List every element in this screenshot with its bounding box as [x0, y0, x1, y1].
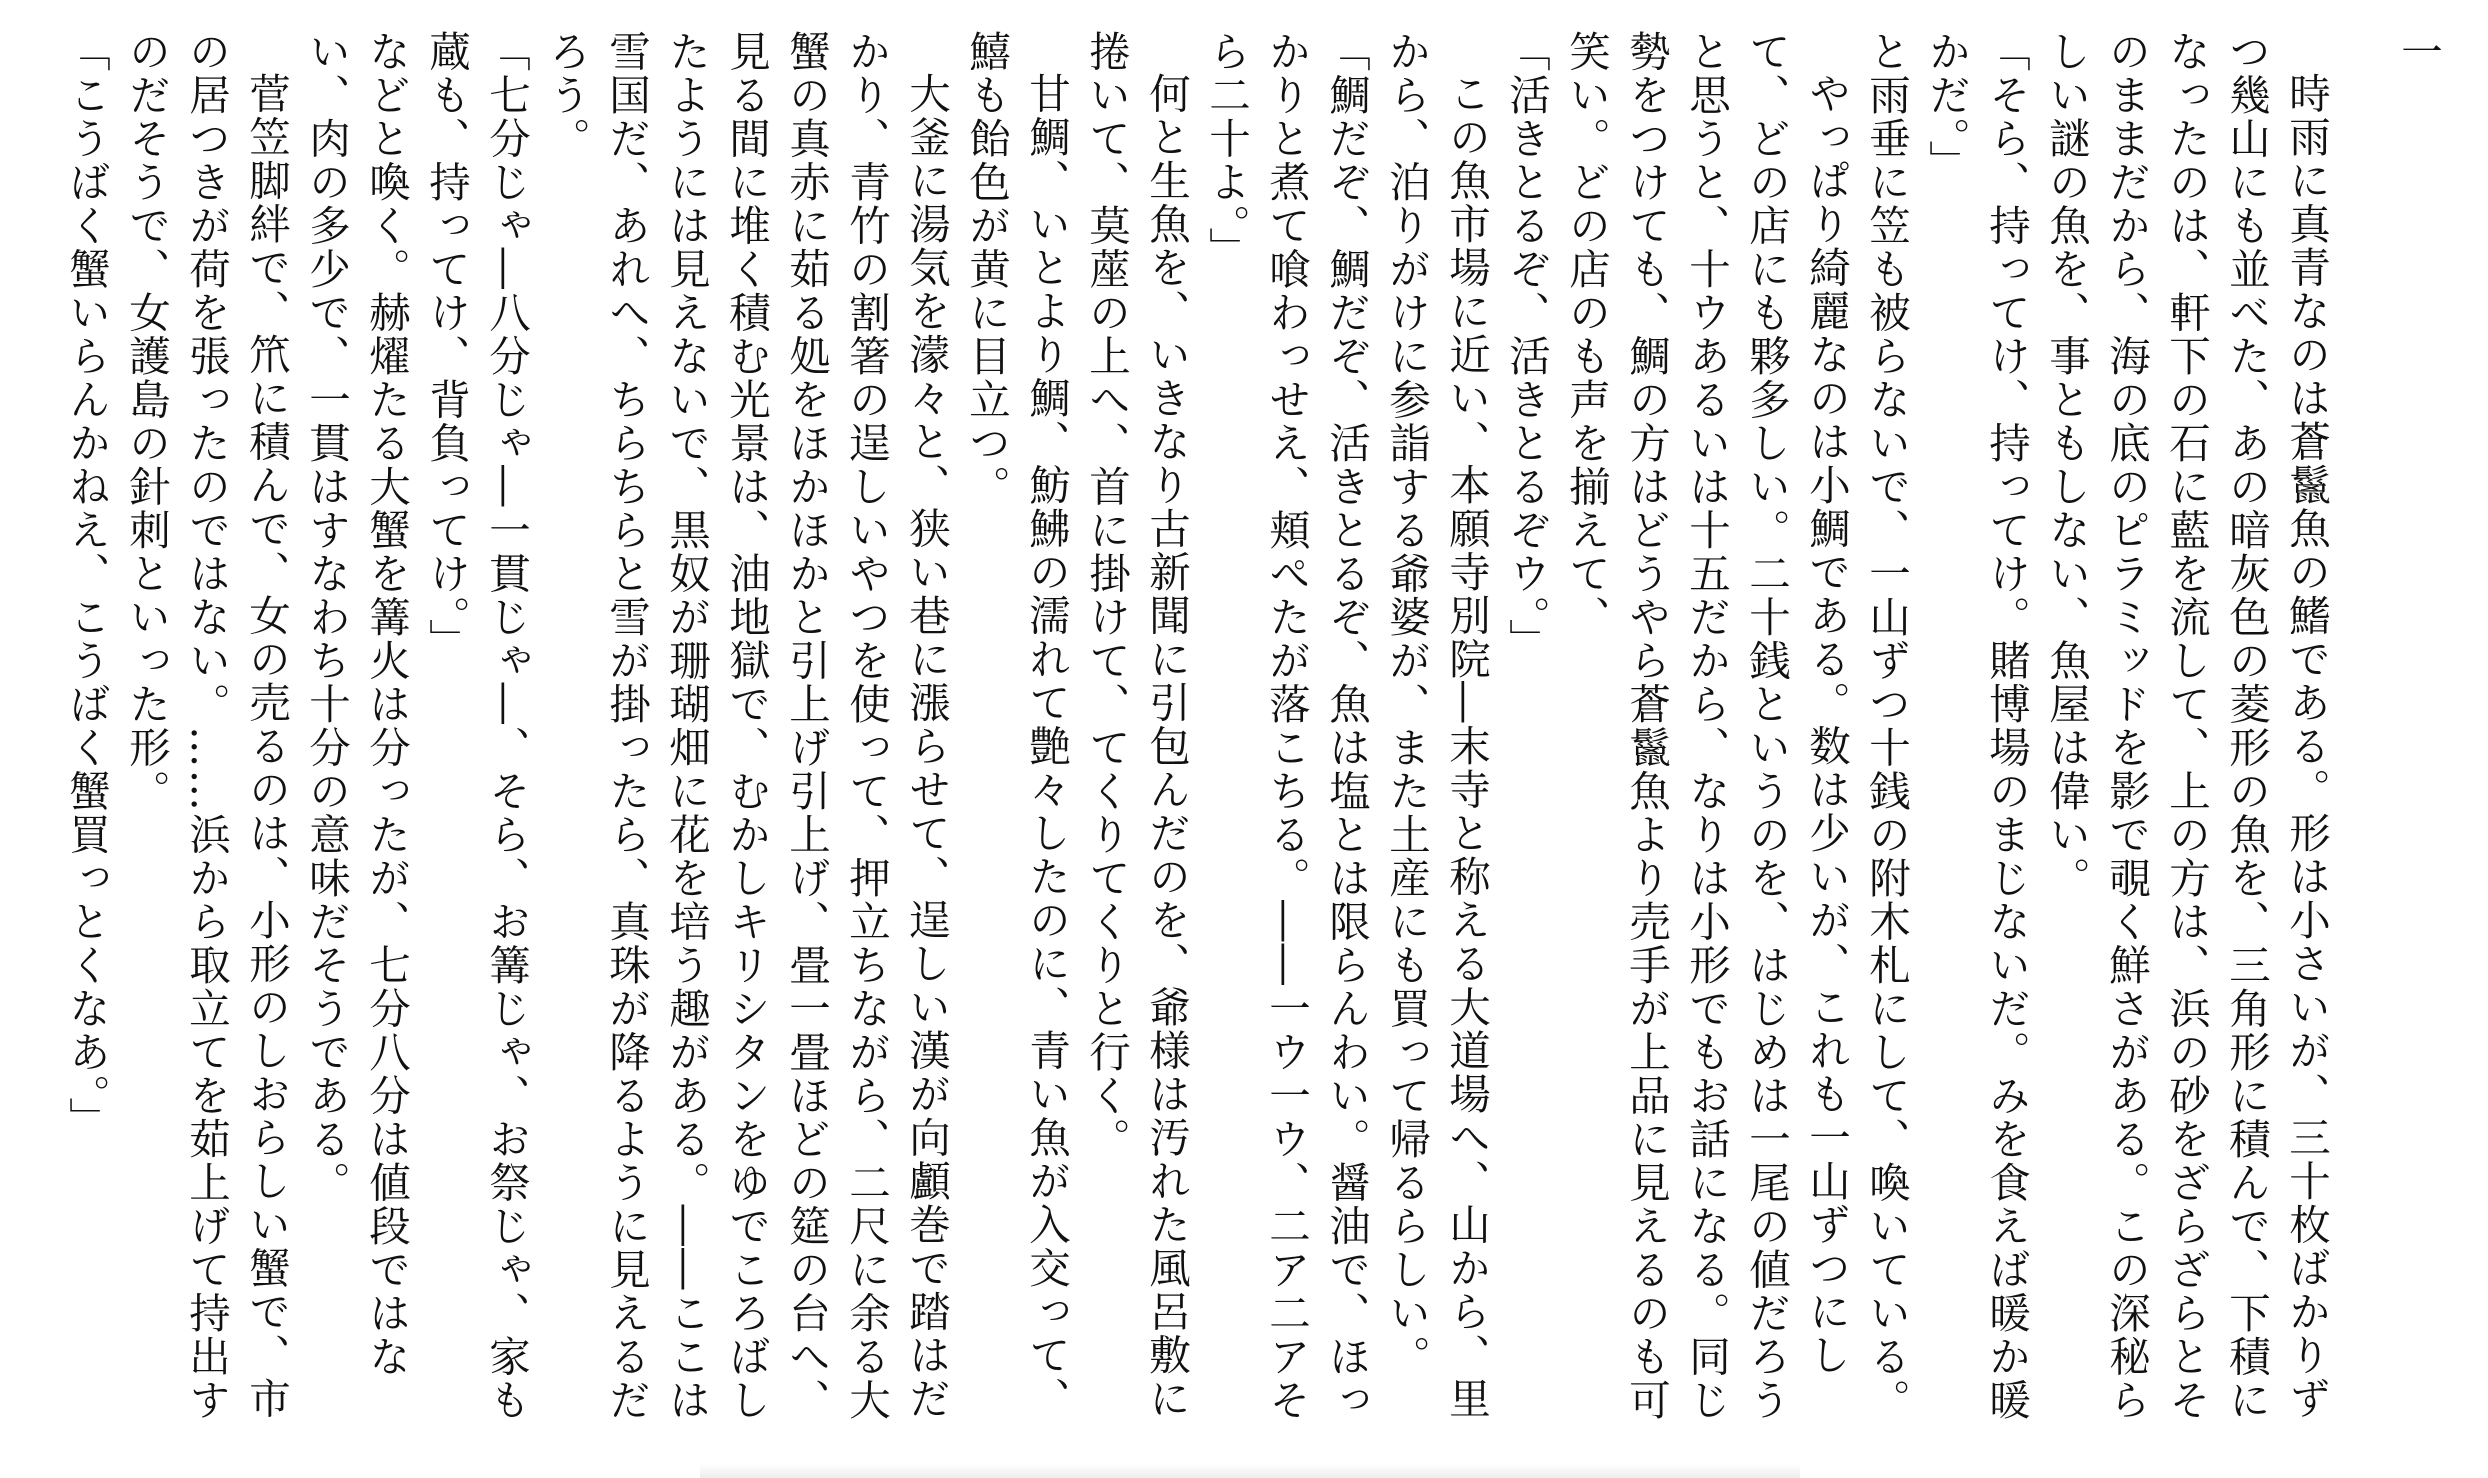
paragraph-6: この魚市場に近い、本願寺別院―末寺と称える大道場へ、山から、里から、泊りがけに参詣する爺婆が、また土産にも買って帰るらしい。 — [1382, 30, 1491, 1420]
paragraph-10: 大釜に湯気を濛々と、狭い巷に漲らせて、逞しい漢が向顱巻で踏はだかり、青竹の割箸の逞しいやつを使って、押立ちながら、二尺に余る大蟹の真赤に茹る処をほかほかと引上げ引上げ、畳一畳ほどの筵の台へ、見る間に堆く積む光景は、油地獄で、むかしキリシタンをゆでころばしたようには見えないで、黒奴が珊瑚畑に花を培う趣がある。――ここは雪国だ、あれへ、ちらちらと雪が掛ったら、真珠が降るように見えるだろう。 — [542, 30, 951, 1422]
paragraph-14: 「こうばく蟹いらんかねえ、こうばく蟹買っとくなあ。」 — [62, 30, 111, 1141]
chapter-number: 一 — [2394, 30, 2443, 74]
paragraph-5: 「活きとるぞ、活きとるぞウ。」 — [1502, 30, 1551, 662]
paragraph-13: 菅笠脚絆で、笊に積んで、女の売るのは、小形のしおらしい蟹で、市の居つきが荷を張ったのではない。……浜から取立てを茹上げて持出すのだそうで、女護島の針刺といった形。 — [122, 30, 291, 1422]
paragraph-1: 時雨に真青なのは蒼鬣魚の鰭である。形は小さいが、三十枚ばかりずつ幾山にも並べた、あの暗灰色の菱形の魚を、三角形に積んで、下積になったのは、軒下の石に藍を流して、上の方は、浜の砂をざらざらとそのままだから、海の底のピラミッドを影で覗く鮮さがある。この深秘らしい謎の魚を、事ともしない、魚屋は偉い。 — [2042, 30, 2331, 1422]
paragraph-8: 何と生魚を、いきなり古新聞に引包んだのを、爺様は汚れた風呂敷に捲いて、莫蓙の上へ、首に掛けて、てくりてくりと行く。 — [1082, 30, 1191, 1420]
paragraph-3: と雨垂に笠も被らないで、一山ずつ十銭の附木札にして、喚いている。 — [1862, 30, 1911, 1422]
paragraph-7: 「鯛だぞ、鯛だぞ、活きとるぞ、魚は塩とは限らんわい。醤油で、ほっかりと煮て喰わっせえ、頬ぺたが落こちる。――一ウ一ウ、二ア二アそら二十よ。」 — [1202, 30, 1371, 1422]
paragraph-2: 「そら、持ってけ、持ってけ。賭博場のまじないだ。みを食えば暖か暖かだ。」 — [1922, 30, 2031, 1422]
paragraph-12: などと喚く。赫燿たる大蟹を篝火は分ったが、七分八分は値段ではない、肉の多少で、一貫はすなわち十分の意味だそうである。 — [302, 30, 411, 1379]
vertical-text-page — [38, 30, 2448, 1450]
paragraph-11: 「七分じゃ―八分じゃ―一貫じゃ―、そら、お篝じゃ、お祭じゃ、家も蔵も、持ってけ、背負ってけ。」 — [422, 30, 531, 1422]
paragraph-4: やっぱり綺麗なのは小鯛である。数は少いが、これも一山ずつにして、どの店にも夥多しい。二十銭というのを、はじめは一尾の値だろうと思うと、十ウあるいは十五だから、なりは小形でもお話になる。同じ勢をつけても、鯛の方はどうやら蒼鬣魚より売手が上品に見えるのも可笑い。どの店のも声を揃えて、 — [1562, 30, 1851, 1422]
paragraph-9: 甘鯛、いとより鯛、魴鮄の濡れて艶々したのに、青い魚が入交って、鱚も飴色が黄に目立つ。 — [962, 30, 1071, 1420]
scroll-edge-shadow — [700, 1464, 1800, 1478]
